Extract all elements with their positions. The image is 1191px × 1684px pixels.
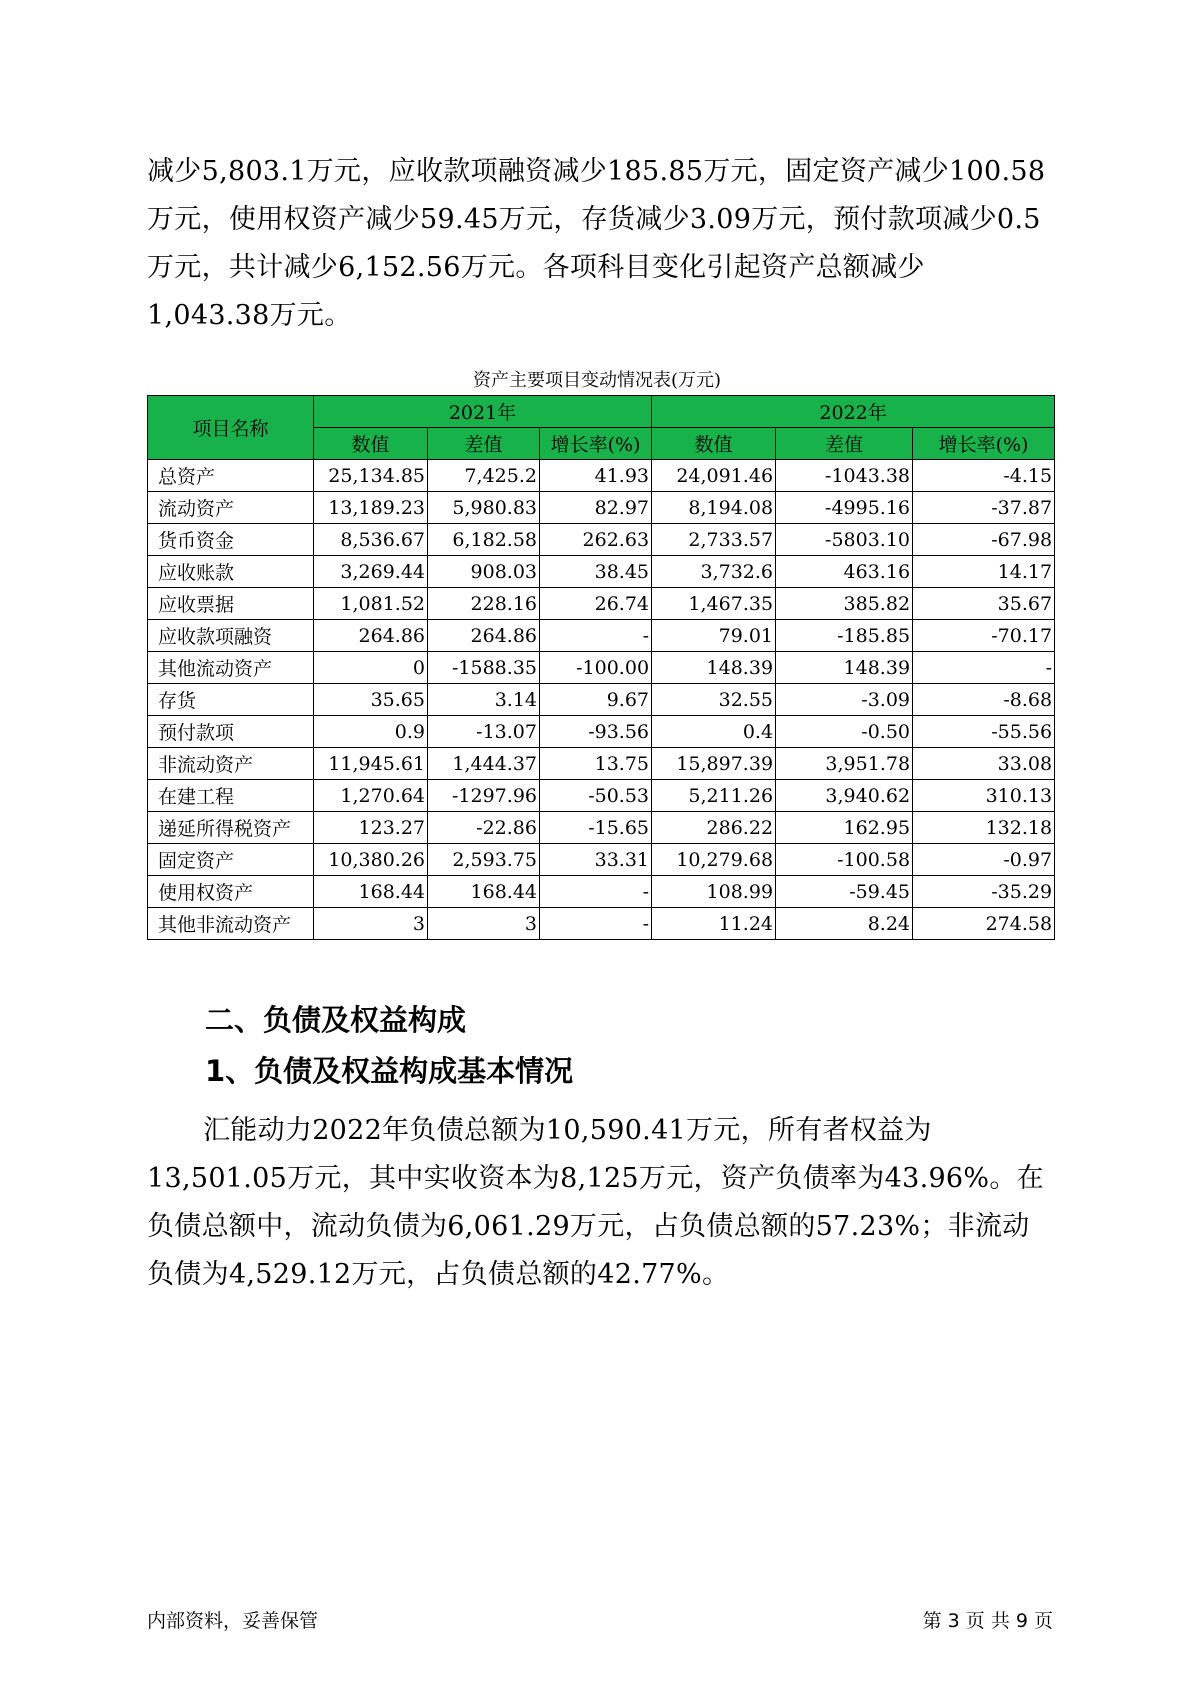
row-name-cell: 应收款项融资	[148, 620, 314, 652]
table-row	[148, 620, 1055, 652]
row-name-cell: 非流动资产	[148, 748, 314, 780]
diff-2021-cell: 1,444.37	[428, 748, 540, 780]
value-2021-cell: 25,134.85	[314, 460, 428, 492]
growth-2022-cell: -55.56	[913, 716, 1055, 748]
value-2021-cell: 11,945.61	[314, 748, 428, 780]
diff-2022-cell: 385.82	[776, 588, 913, 620]
value-2021-cell: 35.65	[314, 684, 428, 716]
diff-2021-cell: 5,980.83	[428, 492, 540, 524]
row-name-cell: 流动资产	[148, 492, 314, 524]
value-2022-cell: 3,732.6	[652, 556, 776, 588]
diff-2022-cell: -59.45	[776, 876, 913, 908]
table-row	[148, 556, 1055, 588]
header-item-name: 项目名称	[148, 396, 314, 460]
growth-2022-cell: -67.98	[913, 524, 1055, 556]
value-2022-cell: 15,897.39	[652, 748, 776, 780]
value-2021-cell: 168.44	[314, 876, 428, 908]
value-2022-cell: 24,091.46	[652, 460, 776, 492]
diff-2021-cell: 6,182.58	[428, 524, 540, 556]
row-name-cell: 使用权资产	[148, 876, 314, 908]
value-2022-cell: 5,211.26	[652, 780, 776, 812]
diff-2022-cell: -3.09	[776, 684, 913, 716]
diff-2021-cell: 228.16	[428, 588, 540, 620]
value-2021-cell: 10,380.26	[314, 844, 428, 876]
table-row	[148, 780, 1055, 812]
row-name-cell: 固定资产	[148, 844, 314, 876]
row-name-cell: 其他非流动资产	[148, 908, 314, 940]
growth-2022-cell: -4.15	[913, 460, 1055, 492]
table-row	[148, 588, 1055, 620]
value-2021-cell: 13,189.23	[314, 492, 428, 524]
diff-2022-cell: 463.16	[776, 556, 913, 588]
diff-2021-cell: 908.03	[428, 556, 540, 588]
value-2021-cell: 0	[314, 652, 428, 684]
growth-2021-cell: -	[540, 908, 652, 940]
value-2021-cell: 3,269.44	[314, 556, 428, 588]
header-2022-diff: 差值	[776, 428, 913, 460]
header-2021-value: 数值	[314, 428, 428, 460]
footer-page-number: 第 3 页 共 9 页	[922, 1610, 1053, 1632]
diff-2022-cell: -1043.38	[776, 460, 913, 492]
growth-2021-cell: -	[540, 620, 652, 652]
header-year-2021: 2021年	[314, 396, 652, 428]
value-2022-cell: 108.99	[652, 876, 776, 908]
table-row	[148, 684, 1055, 716]
table-row	[148, 652, 1055, 684]
header-2022-value: 数值	[652, 428, 776, 460]
growth-2022-cell: -	[913, 652, 1055, 684]
growth-2022-cell: -70.17	[913, 620, 1055, 652]
growth-2021-cell: 38.45	[540, 556, 652, 588]
diff-2021-cell: 7,425.2	[428, 460, 540, 492]
footer-confidential-note: 内部资料，妥善保管	[147, 1610, 319, 1632]
growth-2021-cell: 26.74	[540, 588, 652, 620]
growth-2022-cell: 310.13	[913, 780, 1055, 812]
growth-2021-cell: -93.56	[540, 716, 652, 748]
row-name-cell: 货币资金	[148, 524, 314, 556]
section-heading: 二、负债及权益构成	[205, 1003, 467, 1037]
growth-2021-cell: -100.00	[540, 652, 652, 684]
value-2022-cell: 286.22	[652, 812, 776, 844]
diff-2021-cell: 168.44	[428, 876, 540, 908]
value-2021-cell: 0.9	[314, 716, 428, 748]
diff-2021-cell: 3	[428, 908, 540, 940]
table-row	[148, 716, 1055, 748]
table-header-row-1	[148, 396, 1055, 428]
diff-2021-cell: 3.14	[428, 684, 540, 716]
value-2021-cell: 1,081.52	[314, 588, 428, 620]
diff-2021-cell: 2,593.75	[428, 844, 540, 876]
growth-2022-cell: -8.68	[913, 684, 1055, 716]
value-2022-cell: 148.39	[652, 652, 776, 684]
row-name-cell: 应收票据	[148, 588, 314, 620]
value-2021-cell: 1,270.64	[314, 780, 428, 812]
row-name-cell: 总资产	[148, 460, 314, 492]
subsection-heading: 1、负债及权益构成基本情况	[205, 1054, 574, 1088]
intro-paragraph-text: 减少5,803.1万元，应收款项融资减少185.85万元，固定资产减少100.58万元，使用权资产减少59.45万元，存货减少3.09万元，预付款项减少0.5万元，共计减少6,152.56万元。各项科目变化引起资产总额减少1,043.38万元。	[147, 156, 1046, 331]
growth-2021-cell: 262.63	[540, 524, 652, 556]
value-2021-cell: 264.86	[314, 620, 428, 652]
value-2022-cell: 79.01	[652, 620, 776, 652]
asset-changes-table	[147, 395, 1055, 940]
diff-2022-cell: 3,940.62	[776, 780, 913, 812]
diff-2022-cell: -5803.10	[776, 524, 913, 556]
value-2022-cell: 0.4	[652, 716, 776, 748]
header-year-2022: 2022年	[652, 396, 1055, 428]
diff-2022-cell: -0.50	[776, 716, 913, 748]
growth-2022-cell: 35.67	[913, 588, 1055, 620]
diff-2022-cell: 8.24	[776, 908, 913, 940]
row-name-cell: 应收账款	[148, 556, 314, 588]
table-row	[148, 812, 1055, 844]
growth-2021-cell: 9.67	[540, 684, 652, 716]
diff-2022-cell: 3,951.78	[776, 748, 913, 780]
header-2021-growth: 增长率(%)	[540, 428, 652, 460]
row-name-cell: 其他流动资产	[148, 652, 314, 684]
value-2022-cell: 32.55	[652, 684, 776, 716]
table-caption: 资产主要项目变动情况表(万元)	[472, 370, 722, 391]
table-row	[148, 492, 1055, 524]
body-paragraph	[147, 1107, 1047, 1299]
header-2022-growth: 增长率(%)	[913, 428, 1055, 460]
value-2022-cell: 8,194.08	[652, 492, 776, 524]
row-name-cell: 预付款项	[148, 716, 314, 748]
value-2021-cell: 8,536.67	[314, 524, 428, 556]
table-row	[148, 908, 1055, 940]
growth-2022-cell: 14.17	[913, 556, 1055, 588]
diff-2021-cell: -22.86	[428, 812, 540, 844]
row-name-cell: 存货	[148, 684, 314, 716]
value-2021-cell: 3	[314, 908, 428, 940]
growth-2021-cell: 13.75	[540, 748, 652, 780]
diff-2021-cell: -1588.35	[428, 652, 540, 684]
growth-2021-cell: 33.31	[540, 844, 652, 876]
diff-2022-cell: 162.95	[776, 812, 913, 844]
value-2021-cell: 123.27	[314, 812, 428, 844]
growth-2021-cell: 41.93	[540, 460, 652, 492]
value-2022-cell: 1,467.35	[652, 588, 776, 620]
growth-2022-cell: 132.18	[913, 812, 1055, 844]
intro-paragraph	[147, 148, 1047, 340]
growth-2021-cell: 82.97	[540, 492, 652, 524]
diff-2022-cell: -185.85	[776, 620, 913, 652]
growth-2022-cell: -0.97	[913, 844, 1055, 876]
diff-2021-cell: 264.86	[428, 620, 540, 652]
table-row	[148, 844, 1055, 876]
diff-2021-cell: -13.07	[428, 716, 540, 748]
growth-2021-cell: -	[540, 876, 652, 908]
diff-2022-cell: -100.58	[776, 844, 913, 876]
diff-2021-cell: -1297.96	[428, 780, 540, 812]
row-name-cell: 在建工程	[148, 780, 314, 812]
growth-2022-cell: -37.87	[913, 492, 1055, 524]
table-body	[148, 460, 1055, 940]
growth-2022-cell: 274.58	[913, 908, 1055, 940]
table-row	[148, 524, 1055, 556]
header-2021-diff: 差值	[428, 428, 540, 460]
row-name-cell: 递延所得税资产	[148, 812, 314, 844]
table-row	[148, 876, 1055, 908]
diff-2022-cell: 148.39	[776, 652, 913, 684]
value-2022-cell: 2,733.57	[652, 524, 776, 556]
value-2022-cell: 11.24	[652, 908, 776, 940]
diff-2022-cell: -4995.16	[776, 492, 913, 524]
growth-2021-cell: -50.53	[540, 780, 652, 812]
growth-2022-cell: 33.08	[913, 748, 1055, 780]
growth-2022-cell: -35.29	[913, 876, 1055, 908]
table-row	[148, 460, 1055, 492]
value-2022-cell: 10,279.68	[652, 844, 776, 876]
table-row	[148, 748, 1055, 780]
body-paragraph-text: 汇能动力2022年负债总额为10,590.41万元，所有者权益为13,501.05万元，其中实收资本为8,125万元，资产负债率为43.96%。在负债总额中，流动负债为6,061.29万元，占负债总额的57.23%；非流动负债为4,529.12万元，占负债总额的42.77%。	[147, 1115, 1044, 1290]
growth-2021-cell: -15.65	[540, 812, 652, 844]
